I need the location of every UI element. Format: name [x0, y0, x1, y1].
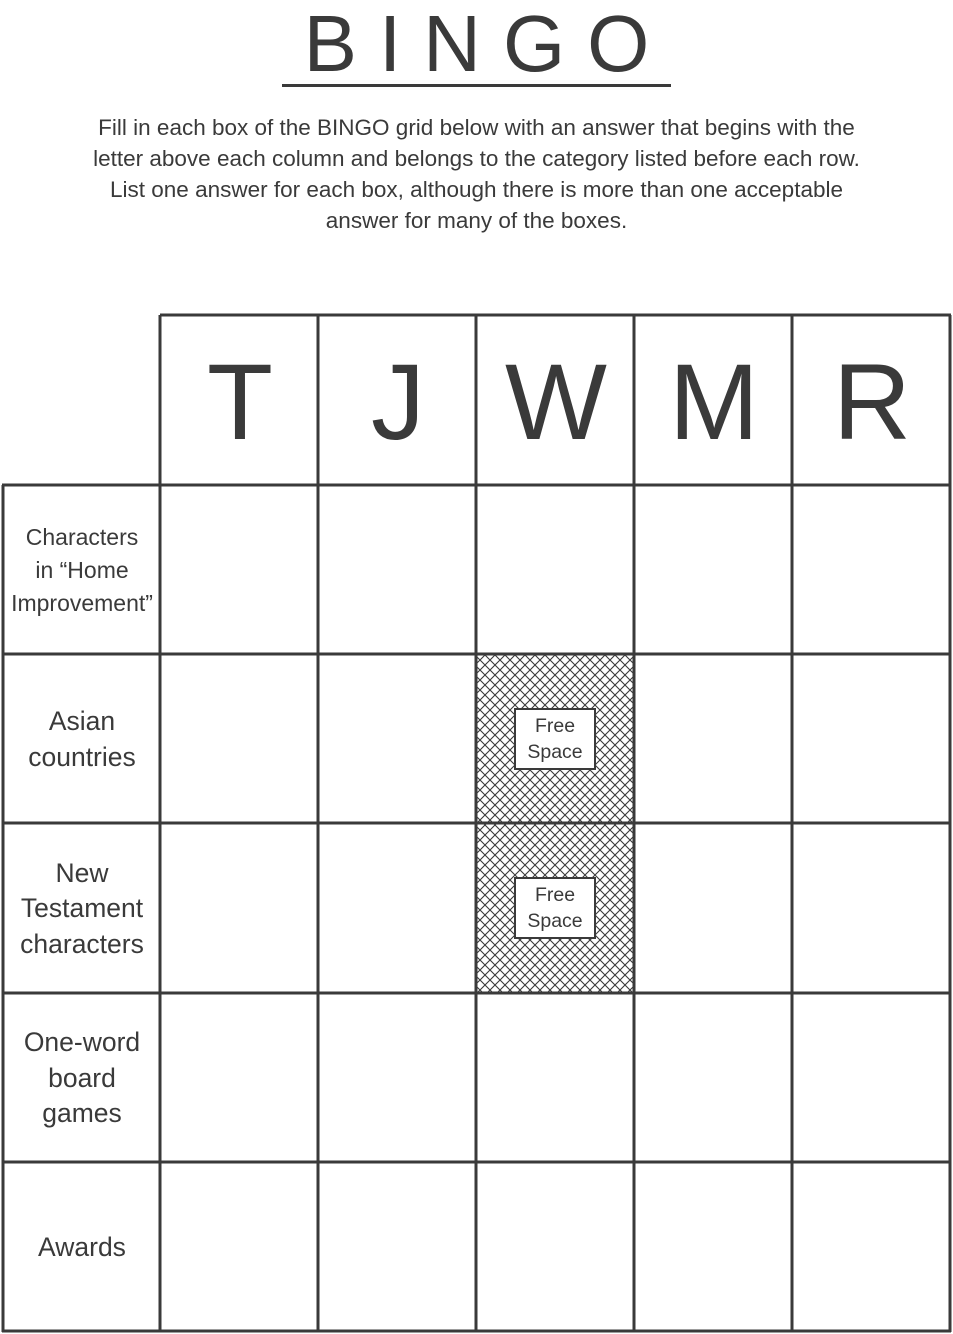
answer-cell-j-row-2[interactable] — [320, 656, 476, 822]
column-letter-t: T — [207, 340, 273, 462]
row-label-line: characters — [20, 928, 144, 959]
title-text: BINGO — [282, 6, 672, 87]
row-label-board-games — [4, 995, 160, 1162]
row-label-asian-countries — [4, 656, 160, 823]
answer-cell-j-row-3[interactable] — [320, 825, 476, 991]
free-space-line: Free — [534, 884, 576, 906]
row-label-line: One-word — [23, 1027, 141, 1058]
answer-cell-m-row-1[interactable] — [636, 487, 792, 653]
free-space-line: Space — [527, 910, 583, 932]
column-letter-r: R — [833, 340, 911, 462]
answer-cell-j-row-5[interactable] — [320, 1164, 476, 1330]
answer-cell-w-row-4[interactable] — [478, 995, 634, 1161]
row-label-line: Awards — [38, 1231, 126, 1262]
answer-cell-m-row-5[interactable] — [636, 1164, 792, 1330]
answer-cell-t-row-4[interactable] — [162, 995, 318, 1161]
column-letter-j: J — [371, 340, 425, 462]
row-label-line: Characters — [25, 524, 139, 550]
answer-cell-r-row-2[interactable] — [794, 656, 950, 822]
free-space-box — [514, 877, 596, 939]
answer-cell-t-row-2[interactable] — [162, 656, 318, 822]
answer-cell-r-row-3[interactable] — [794, 825, 950, 991]
answer-cell-r-row-4[interactable] — [794, 995, 950, 1161]
row-label-line: Improvement” — [11, 590, 153, 616]
answer-cell-t-row-5[interactable] — [162, 1164, 318, 1330]
row-label-line: games — [42, 1098, 122, 1129]
column-letter-m: M — [669, 340, 759, 462]
answer-cell-w-row-1[interactable] — [478, 487, 634, 653]
answer-cell-m-row-2[interactable] — [636, 656, 792, 822]
row-label-line: board — [48, 1062, 116, 1093]
free-space-box — [514, 708, 596, 770]
row-label-line: Testament — [20, 893, 144, 924]
row-label-line: countries — [28, 741, 136, 772]
column-letter-w: W — [505, 340, 607, 462]
answer-cell-j-row-1[interactable] — [320, 487, 476, 653]
instructions-text: Fill in each box of the BINGO grid below with an answer that begins with the letter above each column and belongs to the category listed before each row. List one answer for each box, although there is more than one acceptable answer for many of the boxes. — [93, 115, 860, 233]
answer-cell-t-row-1[interactable] — [162, 487, 318, 653]
row-label-new-testament — [4, 825, 160, 993]
answer-cell-r-row-1[interactable] — [794, 487, 950, 653]
free-space-line: Space — [527, 741, 583, 763]
free-space-line: Free — [534, 715, 576, 737]
row-label-awards — [4, 1164, 160, 1331]
answer-cell-m-row-4[interactable] — [636, 995, 792, 1161]
answer-cell-j-row-4[interactable] — [320, 995, 476, 1161]
answer-cell-w-row-5[interactable] — [478, 1164, 634, 1330]
row-label-line: New — [55, 857, 109, 888]
answer-cell-t-row-3[interactable] — [162, 825, 318, 991]
row-label-line: Asian — [48, 706, 116, 736]
answer-cell-r-row-5[interactable] — [794, 1164, 950, 1330]
row-label-line: in “Home — [35, 557, 129, 583]
answer-cell-m-row-3[interactable] — [636, 825, 792, 991]
row-label-home-improvement — [4, 487, 160, 654]
